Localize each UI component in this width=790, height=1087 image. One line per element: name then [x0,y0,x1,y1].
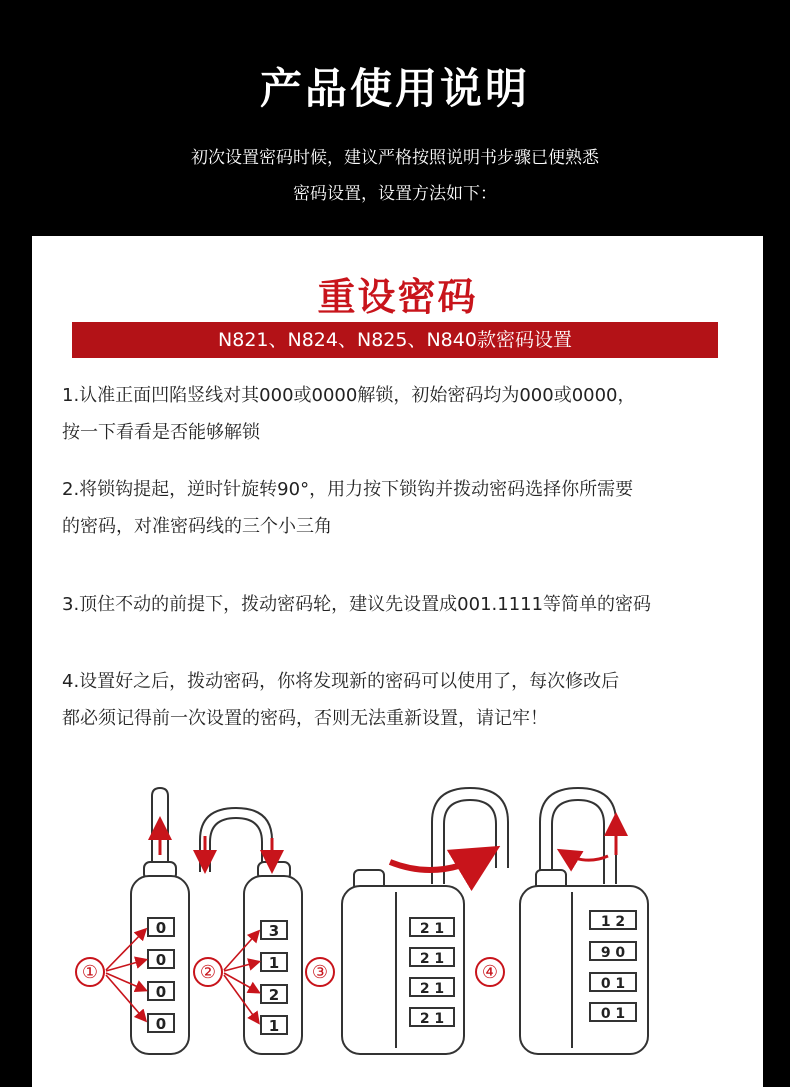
lock-2-digit-1: 3 [268,922,280,940]
lock-2 [200,808,302,1054]
marker-1-label: ① [81,962,99,983]
step-1-line-1: 1.认准正面凹陷竖线对其000或0000解锁，初始密码均为000或0000， [62,385,636,406]
lock-3 [342,788,508,1054]
section-title: 重设密码 [317,275,478,319]
step-4 [62,663,752,737]
lock-4-digit-4: 0 1 [600,1006,626,1022]
lock-1-digit-2: 0 [155,951,167,969]
lock-4 [520,788,648,1054]
intro-line-1: 初次设置密码时候，建议严格按照说明书步骤已便熟悉 [191,148,599,168]
step-3 [62,586,752,623]
step-2-line-1: 2.将锁钩提起，逆时针旋转90°，用力按下锁钩并拨动密码选择你所需要 [62,479,634,500]
step-2 [62,471,752,545]
lock-4-digit-1: 1 2 [600,914,626,930]
step-1-line-2: 按一下看看是否能够解锁 [62,422,260,443]
rotate-arrow-icon [390,852,490,870]
lock-3-digit-2: 2 1 [419,951,445,967]
step-2-line-2: 的密码，对准密码线的三个小三角 [62,516,332,537]
intro-line-2: 密码设置，设置方法如下： [293,184,497,204]
model-banner: N821、N824、N825、N840款密码设置 [72,322,718,358]
marker-4 [476,958,504,986]
lock-2-digit-3: 2 [268,986,280,1004]
step-4-line-1: 4.设置好之后，拨动密码，你将发现新的密码可以使用了，每次修改后 [62,671,620,692]
step-3-line-1: 3.顶住不动的前提下，拨动密码轮，建议先设置成001.1111等简单的密码 [62,594,652,615]
marker-2-label: ② [199,962,217,983]
lock-3-digit-4: 2 1 [419,1011,445,1027]
lock-2-digit-4: 1 [268,1017,280,1035]
step-4-line-2: 都必须记得前一次设置的密码，否则无法重新设置，请记牢！ [62,708,548,729]
lock-3-digit-3: 2 1 [419,981,445,997]
lock-3-body [342,886,464,1054]
rotate-back-arrow-icon [562,852,608,860]
header-title: 产品使用说明 [259,64,530,113]
lock-4-digit-2: 9 0 [600,945,626,961]
lock-1-digit-3: 0 [155,983,167,1001]
step-1 [62,377,752,451]
lock-1-digit-1: 0 [155,919,167,937]
lock-1-digit-4: 0 [155,1015,167,1033]
lock-3-digit-1: 2 1 [419,921,445,937]
marker-4-label: ④ [481,962,499,983]
lock-illustration [32,781,763,1087]
lock-4-digit-3: 0 1 [600,976,626,992]
marker-3-label: ③ [311,962,329,983]
lock-2-digit-2: 1 [268,954,280,972]
instruction-card [32,236,763,1087]
marker-3 [306,958,334,986]
